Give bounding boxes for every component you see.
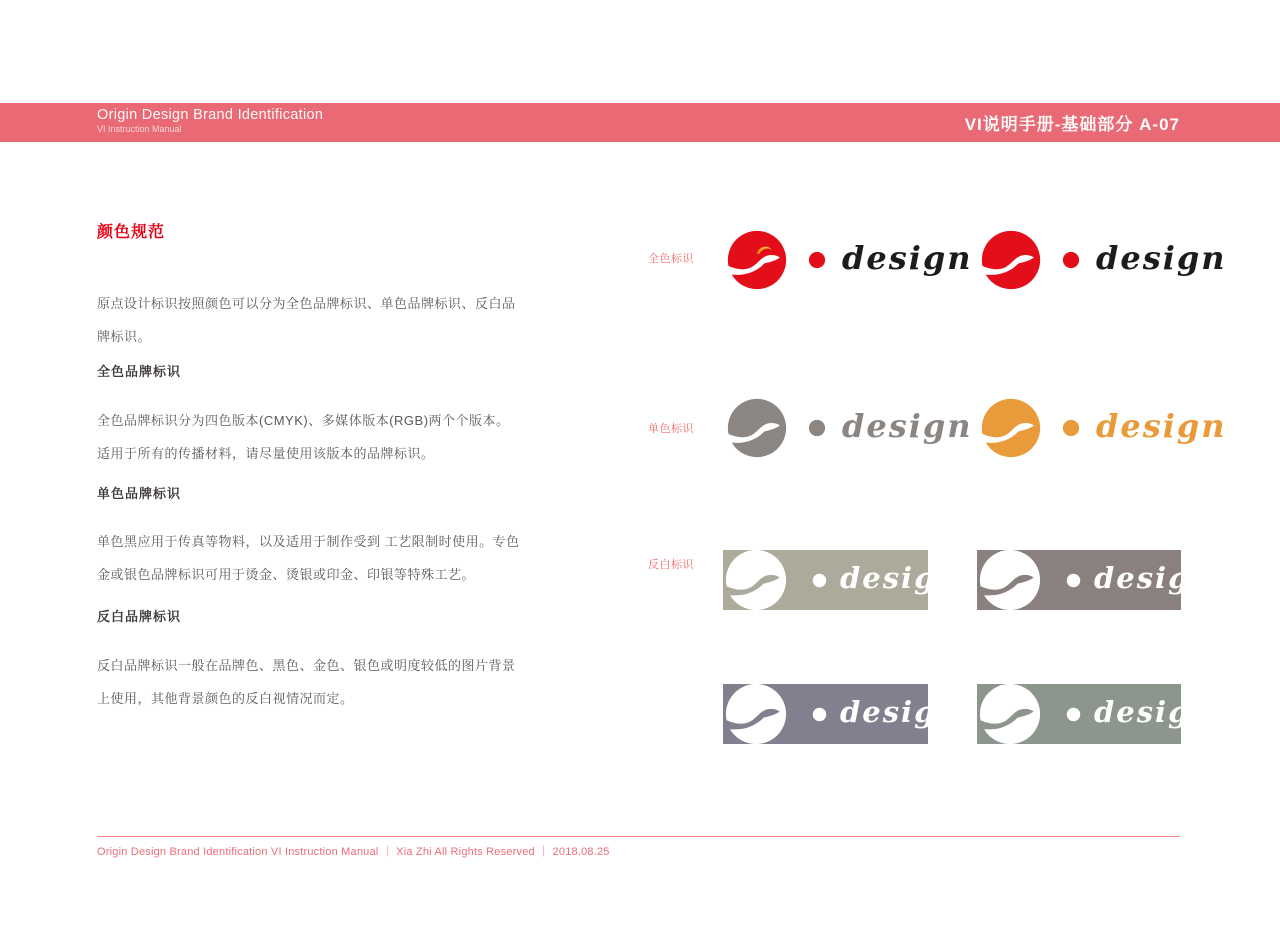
logo-dot-icon [1066, 573, 1081, 588]
origin-logo-mark-icon [978, 682, 1042, 746]
logo-wordmark: design [842, 407, 973, 445]
paragraph-line: 全色品牌标识分为四色版本(CMYK)、多媒体版本(RGB)两个个版本。 [97, 413, 510, 428]
header-left [97, 107, 323, 134]
logo-lockup [977, 684, 1214, 744]
section-paragraph-monochrome [97, 525, 567, 591]
logo-dot-icon [812, 707, 827, 722]
logo-lockup [977, 550, 1214, 610]
section-paragraph-reversed [97, 649, 567, 715]
intro-line: 牌标识。 [97, 329, 152, 344]
origin-logo-mark-icon [980, 397, 1042, 459]
row-label-fullcolor: 全色标识 [648, 253, 694, 265]
logo-wordmark: design [1094, 560, 1214, 595]
logo-lockup [726, 397, 973, 459]
header-page-code: VI说明手册-基础部分 A-07 [964, 115, 1180, 134]
logo-dot-icon [1062, 419, 1080, 437]
footer-divider [97, 836, 1180, 837]
section-heading-fullcolor: 全色品牌标识 [97, 364, 182, 379]
logo-wordmark: design [840, 694, 960, 729]
header-bar [0, 103, 1280, 142]
logo-dot-icon [808, 419, 826, 437]
logo-dot-icon [812, 573, 827, 588]
logo-lockup [723, 550, 960, 610]
intro-paragraph [97, 287, 567, 353]
origin-logo-mark-icon [978, 548, 1042, 612]
origin-logo-mark-icon [724, 682, 788, 746]
footer-text: Origin Design Brand Identification VI Instruction Manual ｜ Xia Zhi All Rights Reserved ｜ 2018.08.25 [97, 846, 610, 858]
logo-wordmark: design [1094, 694, 1214, 729]
row-label-reversed: 反白标识 [648, 559, 694, 571]
logo-wordmark: design [842, 239, 973, 277]
paragraph-line: 金或银色品牌标识可用于烫金、烫银或印金、印银等特殊工艺。 [97, 567, 476, 582]
logo-dot-icon [1066, 707, 1081, 722]
logo-lockup [723, 684, 960, 744]
paragraph-line: 上使用，其他背景颜色的反白视情况而定。 [97, 691, 354, 706]
logo-lockup [980, 397, 1227, 459]
logo-lockup [980, 229, 1227, 291]
section-paragraph-fullcolor [97, 404, 567, 470]
paragraph-line: 单色黑应用于传真等物料，以及适用于制作受到 工艺限制时使用。专色 [97, 534, 520, 549]
logo-wordmark: design [840, 560, 960, 595]
section-heading-monochrome: 单色品牌标识 [97, 486, 182, 501]
paragraph-line: 反白品牌标识一般在品牌色、黑色、金色、银色或明度较低的图片背景 [97, 658, 516, 673]
origin-logo-mark-icon [726, 397, 788, 459]
section-heading-reversed: 反白品牌标识 [97, 609, 182, 624]
logo-dot-icon [1062, 251, 1080, 269]
logo-wordmark: design [1096, 407, 1227, 445]
row-label-monochrome: 单色标识 [648, 423, 694, 435]
logo-wordmark: design [1096, 239, 1227, 277]
page-title: 颜色规范 [97, 224, 166, 241]
logo-lockup [726, 229, 973, 291]
paragraph-line: 适用于所有的传播材料，请尽量使用该版本的品牌标识。 [97, 446, 435, 461]
header-subtitle: VI Instruction Manual [97, 124, 182, 134]
origin-logo-mark-icon [980, 229, 1042, 291]
origin-logo-mark-icon [724, 548, 788, 612]
logo-dot-icon [808, 251, 826, 269]
origin-logo-mark-icon [726, 229, 788, 291]
header-title: Origin Design Brand Identification [97, 107, 324, 123]
intro-line: 原点设计标识按照颜色可以分为全色品牌标识、单色品牌标识、反白品 [97, 296, 516, 311]
